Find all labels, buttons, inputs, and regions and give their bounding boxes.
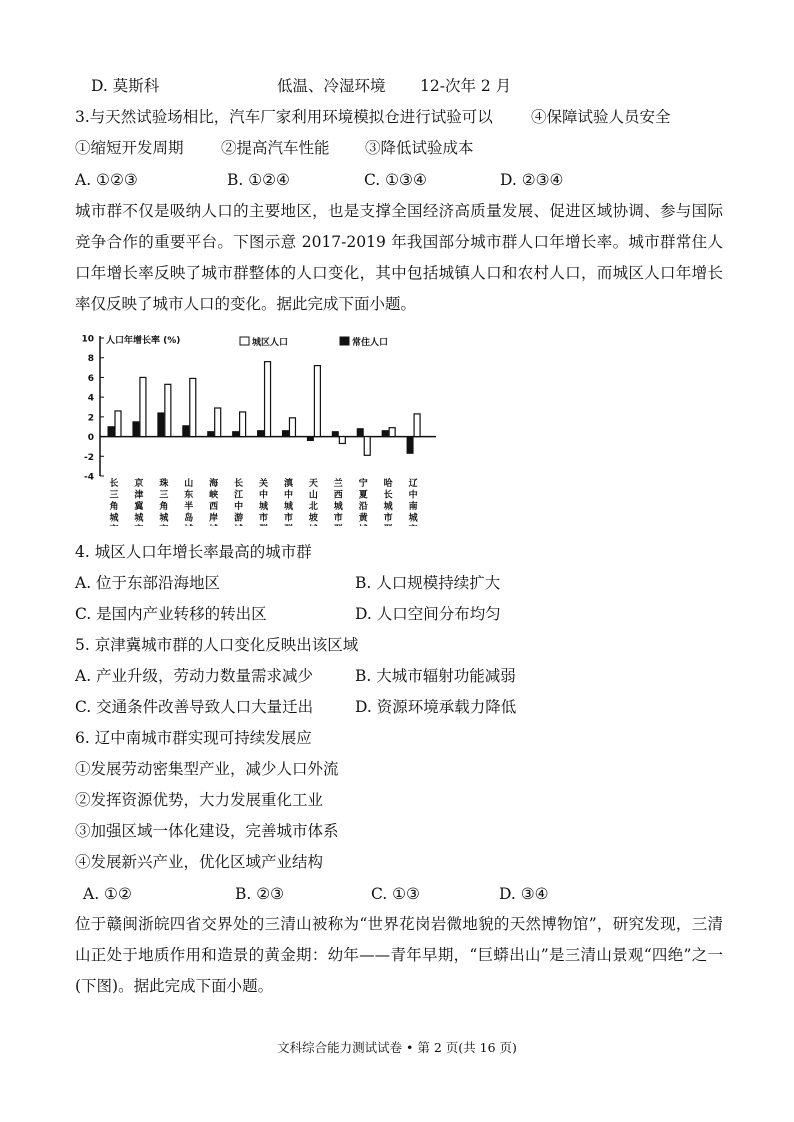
chart-title: 人口年增长率 (%): [106, 336, 181, 346]
question-stem: 5. 京津冀城市群的人口变化反映出该区域: [75, 636, 359, 654]
question-5-stem: [75, 635, 725, 655]
answer-option: D. 资源环境承载力降低: [355, 698, 517, 716]
question-item: ②发挥资源优势，大力发展重化工业: [75, 791, 324, 809]
question-3-items: [75, 138, 725, 158]
population-growth-chart: [72, 326, 442, 526]
answer-option: D. ②③④: [500, 171, 564, 189]
answer-option: C. ①③④: [364, 171, 427, 189]
legend-label-urban: 城区人口: [252, 338, 289, 348]
bar-resident: [307, 437, 313, 441]
previous-table-row: [75, 76, 725, 96]
category-label: 珠三角城: [159, 479, 169, 524]
legend-label-resident: 常住人口: [352, 338, 389, 348]
bar-resident: [357, 429, 363, 437]
bar-urban: [115, 411, 121, 437]
environment-cell: 低温、冷湿环境: [277, 77, 386, 95]
question-item: ②提高汽车性能: [221, 139, 330, 157]
category-label: 宁夏沿黄: [358, 479, 368, 524]
question-stem: 6. 辽中南城市群实现可持续发展应: [75, 729, 312, 747]
category-label: 长江中游: [234, 479, 244, 524]
bar-resident: [282, 431, 288, 437]
question-item: ③降低试验成本: [365, 139, 474, 157]
bar-urban: [140, 377, 146, 436]
legend-swatch-resident: [340, 337, 349, 345]
bar-resident: [382, 431, 388, 437]
category-label: 辽中南城: [408, 479, 418, 524]
bar-urban: [190, 378, 196, 436]
question-6-options: [75, 884, 725, 904]
answer-option: A. ①②③: [75, 171, 138, 189]
question-6-item-4: [75, 852, 725, 872]
y-tick-label: 2: [87, 413, 94, 424]
bar-resident: [133, 422, 139, 437]
bar-urban: [414, 414, 420, 437]
chart-legend: [240, 336, 388, 348]
question-3-stem: [75, 107, 725, 127]
y-tick-label: -2: [84, 452, 94, 463]
y-tick-label: 10: [81, 334, 94, 345]
bar-resident: [258, 431, 264, 437]
bar-urban: [314, 366, 320, 437]
bar-urban: [240, 412, 246, 437]
category-label: 天山北坡: [308, 479, 318, 524]
answer-option: B. ①②④: [227, 171, 290, 189]
bar-resident: [407, 437, 413, 454]
question-4-options-row-1: [75, 573, 725, 593]
question-stem: 3.与天然试验场相比，汽车厂家利用环境模拟仓进行试验可以: [75, 108, 493, 126]
question-5-options-row-1: [75, 666, 725, 686]
bar-urban: [339, 437, 345, 444]
category-label: 海峡西岸: [209, 479, 219, 524]
question-stem: 4. 城区人口年增长率最高的城市群: [75, 543, 312, 561]
y-tick-label: 4: [87, 393, 94, 404]
question-5-options-row-2: [75, 697, 725, 717]
bar-resident: [158, 413, 164, 437]
question-6-stem: [75, 728, 725, 748]
y-tick-label: 6: [87, 373, 94, 384]
bar-urban: [165, 384, 171, 436]
answer-option: B. ②③: [235, 885, 285, 903]
category-label: 京津冀城: [134, 479, 144, 524]
page-footer: 文科综合能力测试试卷 • 第 2 页(共 16 页): [277, 1040, 517, 1055]
answer-option: D. 人口空间分布均匀: [355, 605, 501, 623]
answer-option: A. ①②: [83, 885, 132, 903]
chart-bars: [108, 362, 420, 456]
category-label: 关中城市: [259, 479, 269, 524]
bar-resident: [233, 432, 239, 437]
question-item: ①缩短开发周期: [75, 139, 184, 157]
answer-option: A. 产业升级，劳动力数量需求减少: [75, 667, 314, 685]
answer-option: B. 人口规模持续扩大: [355, 574, 501, 592]
y-tick-label: 8: [87, 354, 94, 365]
chart-axes: [81, 334, 436, 483]
question-4-options-row-2: [75, 604, 725, 624]
answer-option: C. 是国内产业转移的转出区: [75, 605, 267, 623]
bar-urban: [389, 428, 395, 437]
y-tick-label: 0: [87, 433, 94, 444]
question-4-stem: [75, 542, 725, 562]
bar-urban: [364, 437, 370, 456]
category-label: 哈长城市: [383, 479, 393, 524]
question-item: ①发展劳动密集型产业，减少人口外流: [75, 760, 339, 778]
question-6-item-2: [75, 790, 725, 810]
question-6-item-3: [75, 821, 725, 841]
bar-resident: [183, 426, 189, 437]
category-label: 滇中城市: [283, 479, 293, 524]
reading-passage-2: 位于赣闽浙皖四省交界处的三清山被称为“世界花岗岩微地貌的天然博物馆”，研究发现，三清山正处于地质作用和造景的黄金期：幼年——青年早期，“巨蟒出山”是三清山景观“四绝”之一(下图)。据此完成下面小题。: [75, 915, 723, 995]
period-cell: 12-次年 2 月: [420, 77, 512, 95]
reading-passage-1: 城市群不仅是吸纳人口的主要地区，也是支撑全国经济高质量发展、促进区域协调、参与国际竞争合作的重要平台。下图示意 2017-2019 年我国部分城市群人口年增长率。城市群常住人口年增长率反映了城市群整体的人口变化，其中包括城镇人口和农村人口，而城区人口年增长率仅反映了城市人口的变化。据此完成下面小题。: [75, 202, 723, 313]
category-label: 长三角城: [109, 479, 119, 524]
bar-resident: [108, 427, 114, 437]
answer-option: A. 位于东部沿海地区: [75, 574, 221, 592]
bar-urban: [289, 418, 295, 437]
question-item: ④发展新兴产业，优化区域产业结构: [75, 853, 324, 871]
question-6-item-1: [75, 759, 725, 779]
legend-swatch-urban: [240, 337, 249, 345]
bar-urban: [265, 362, 271, 437]
option-label: D. 莫斯科: [91, 77, 160, 95]
question-item: ④保障试验人员安全: [531, 108, 671, 126]
bar-urban: [215, 408, 221, 437]
answer-option: D. ③④: [499, 885, 549, 903]
chart-category-labels: [109, 477, 418, 526]
bar-resident: [332, 432, 338, 437]
question-3-options: [75, 170, 725, 190]
answer-option: B. 大城市辐射功能减弱: [355, 667, 516, 685]
category-label: 兰西城市: [333, 479, 343, 524]
answer-option: C. 交通条件改善导致人口大量迁出: [75, 698, 314, 716]
question-item: ③加强区域一体化建设，完善城市体系: [75, 822, 339, 840]
y-tick-label: -4: [84, 472, 94, 483]
answer-option: C. ①③: [371, 885, 420, 903]
category-label: 山东半岛: [184, 479, 194, 524]
bar-resident: [208, 432, 214, 437]
